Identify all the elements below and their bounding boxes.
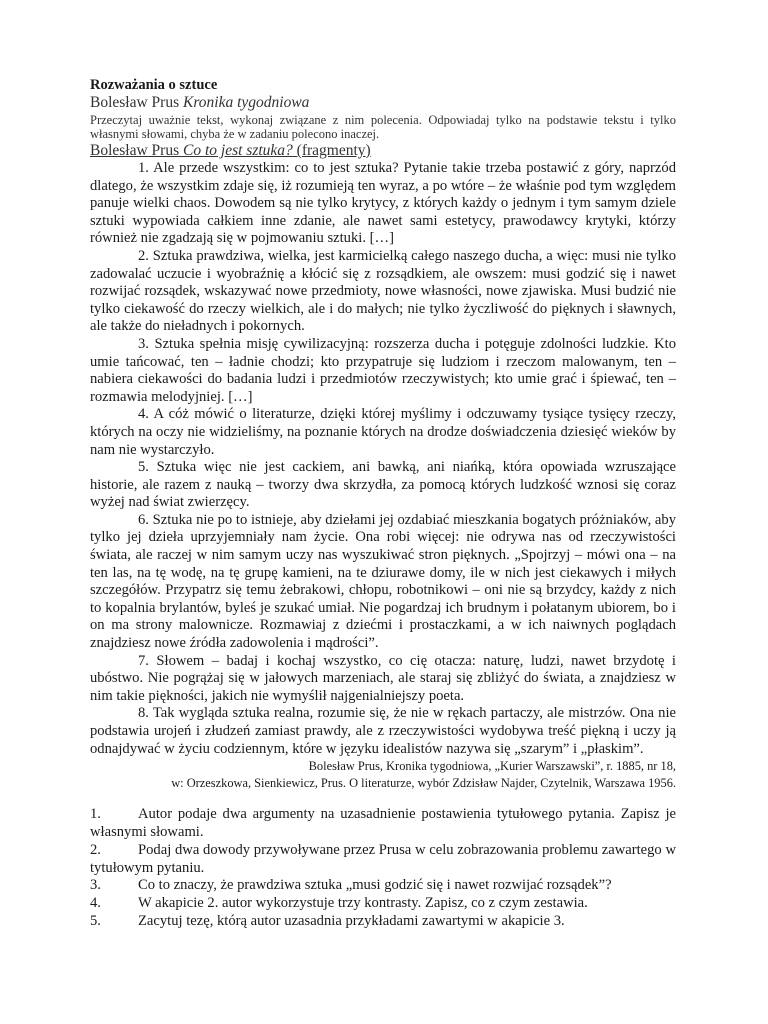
- document-page: [90, 76, 676, 931]
- citation-line-2: w: Orzeszkowa, Sienkiewicz, Prus. O literaturze, wybór Zdzisław Najder, Czytelnik, Warszawa 1956.: [171, 776, 676, 791]
- paragraph-1: 1. Ale przede wszystkim: co to jest sztuka? Pytanie takie trzeba postawić z góry, naprzód dlatego, że wszystkim zdaje się, iż rozumieją ten wyraz, a po wtóre – że właśnie pod tym względem panuje wielki chaos. Dowodem są nie tylko krytycy, z których każdy o jednym i tym samym dziele sztuki wypowiada całkiem inne zdanie, ale nawet sami estetycy, prawodawcy krytyki, którzy również nie zgadzają się w pojmowaniu sztuki. […]: [90, 160, 676, 247]
- question-text: Autor podaje dwa argumenty na uzasadnienie postawienia tytułowego pytania. Zapisz je własnymi słowami.: [90, 806, 676, 840]
- question-text: Podaj dwa dowody przywoływane przez Prusa w celu zobrazowania problemu zawartego w tytułowym pytaniu.: [90, 841, 676, 876]
- paragraph-2: 2. Sztuka prawdziwa, wielka, jest karmicielką całego naszego ducha, a więc: musi nie tylko zadowalać uczucie i wyobraźnię a kłócić się z rozsądkiem, ale owszem: musi godzić się i nawet rozwijać rozsądek, wskazywać nowe przedmioty, nowe własności, nowe zjawiska. Musi budzić nie tylko ciekawość do rzeczy wielkich, ale i do małych; nie tylko życzliwość do pięknych i sławnych, ale także do nieładnych i pokornych.: [90, 247, 676, 335]
- subtitle-author: Bolesław Prus: [90, 94, 183, 111]
- source-work: Co to jest sztuka?: [183, 142, 293, 159]
- citation-line-1: Bolesław Prus, Kronika tygodniowa, „Kurier Warszawski”, r. 1885, nr 18,: [308, 759, 676, 774]
- source-citation: [90, 758, 676, 792]
- question-item: [90, 913, 676, 931]
- paragraph-4: 4. A cóż mówić o literaturze, dzięki której myślimy i odczuwamy tysiące tysięcy rzeczy, których na oczy nie widzieliśmy, na poznanie których na drodze doświadczenia dziesięć wieków by nam nie wystarczyło.: [90, 406, 676, 458]
- question-number: 4.: [90, 895, 101, 912]
- question-number: 5.: [90, 912, 101, 929]
- paragraph-5: 5. Sztuka więc nie jest cackiem, ani bawką, ani niańką, która opowiada wzruszające historie, ale razem z nauką – tworzy dwa skrzydła, za pomocą których ludzkość wznosi się coraz wyżej nad świat zwierzęcy.: [90, 459, 676, 511]
- question-number: 1.: [90, 806, 101, 823]
- source-heading: [90, 142, 676, 159]
- paragraph-6: 6. Sztuka nie po to istnieje, aby dziełami jej ozdabiać mieszkania bogatych próżniaków, aby tylko jej dzieła uprzyjemniały nam życie. Ona robi więcej: nie odrywa nas od rzeczywistości świata, ale raczej w nim samym uczy nas wyszukiwać stron pięknych. „Spojrzyj – mówi ona – na ten las, na tę wodę, na tę grupę kamieni, na te dziurawe domy, ile w nich jest ciekawych i miłych szczegółów. Przypatrz się temu żebrakowi, chłopu, robotnikowi – oni nie są brzydcy, każdy z nich to kopalnia brylantów, byleś je szukać umiał. Nie pogardzaj ich brudnym i połatanym ubiorem, bo i on ma strony malownicze. Rozmawiaj z dziećmi i prostaczkami, a w ich naiwnych poglądach znajdziesz nowe źródła zadowolenia i mądrości”.: [90, 511, 676, 652]
- instruction-text: Przeczytaj uważnie tekst, wykonaj związane z nim polecenia. Odpowiadaj tylko na podstawie tekstu i tylko własnymi słowami, chyba że w zadaniu polecono inaczej.: [90, 113, 676, 141]
- question-text: W akapicie 2. autor wykorzystuje trzy kontrasty. Zapisz, co z czym zestawia.: [138, 895, 588, 912]
- question-item: [90, 806, 676, 842]
- paragraph-7: 7. Słowem – badaj i kochaj wszystko, co cię otacza: naturę, ludzi, nawet brzydotę i ubóstwo. Nie pogrążaj się w jałowych marzeniach, ale staraj się zbliżyć do świata, a znajdziesz w nim takie piękności, jakich nie wymyślił najgenialniejszy poeta.: [90, 652, 676, 704]
- paragraph-3: 3. Sztuka spełnia misję cywilizacyjną: rozszerza ducha i potęguje zdolności ludzkie. Kto umie tańcować, ten – ładnie chodzi; kto przypatruje się ludziom i rzeczom malowanym, ten – nabiera ciekawości do badania ludzi i przedmiotów rzeczywistych; kto umie grać i śpiewać, ten – rozmawia melodyjniej. […]: [90, 335, 676, 405]
- question-text: Co to znaczy, że prawdziwa sztuka „musi godzić się i nawet rozwijać rozsądek”?: [138, 877, 612, 894]
- subtitle: [90, 94, 676, 112]
- question-item: [90, 895, 676, 913]
- question-number: 3.: [90, 877, 101, 894]
- question-text: Zacytuj tezę, którą autor uzasadnia przykładami zawartymi w akapicie 3.: [138, 912, 565, 929]
- document-title: Rozważania o sztuce: [90, 77, 218, 93]
- paragraph-8: 8. Tak wygląda sztuka realna, rozumie się, że nie w rękach partaczy, ale mistrzów. Ona nie podstawia urojeń i złudzeń zamiast prawdy, ale z rzeczywistości wydobywa treść piękną i uczy ją odnajdywać w życiu codziennym, które w języku idealistów nazywa się „szarym” i „płaskim”.: [90, 705, 676, 757]
- source-author: Bolesław Prus: [90, 142, 183, 159]
- question-list: [90, 806, 676, 931]
- question-number: 2.: [90, 841, 101, 858]
- question-item: [90, 842, 676, 878]
- question-item: [90, 877, 676, 895]
- text-body: [90, 160, 676, 758]
- subtitle-work: Kronika tygodniowa: [183, 94, 310, 111]
- source-note: (fragmenty): [292, 142, 371, 159]
